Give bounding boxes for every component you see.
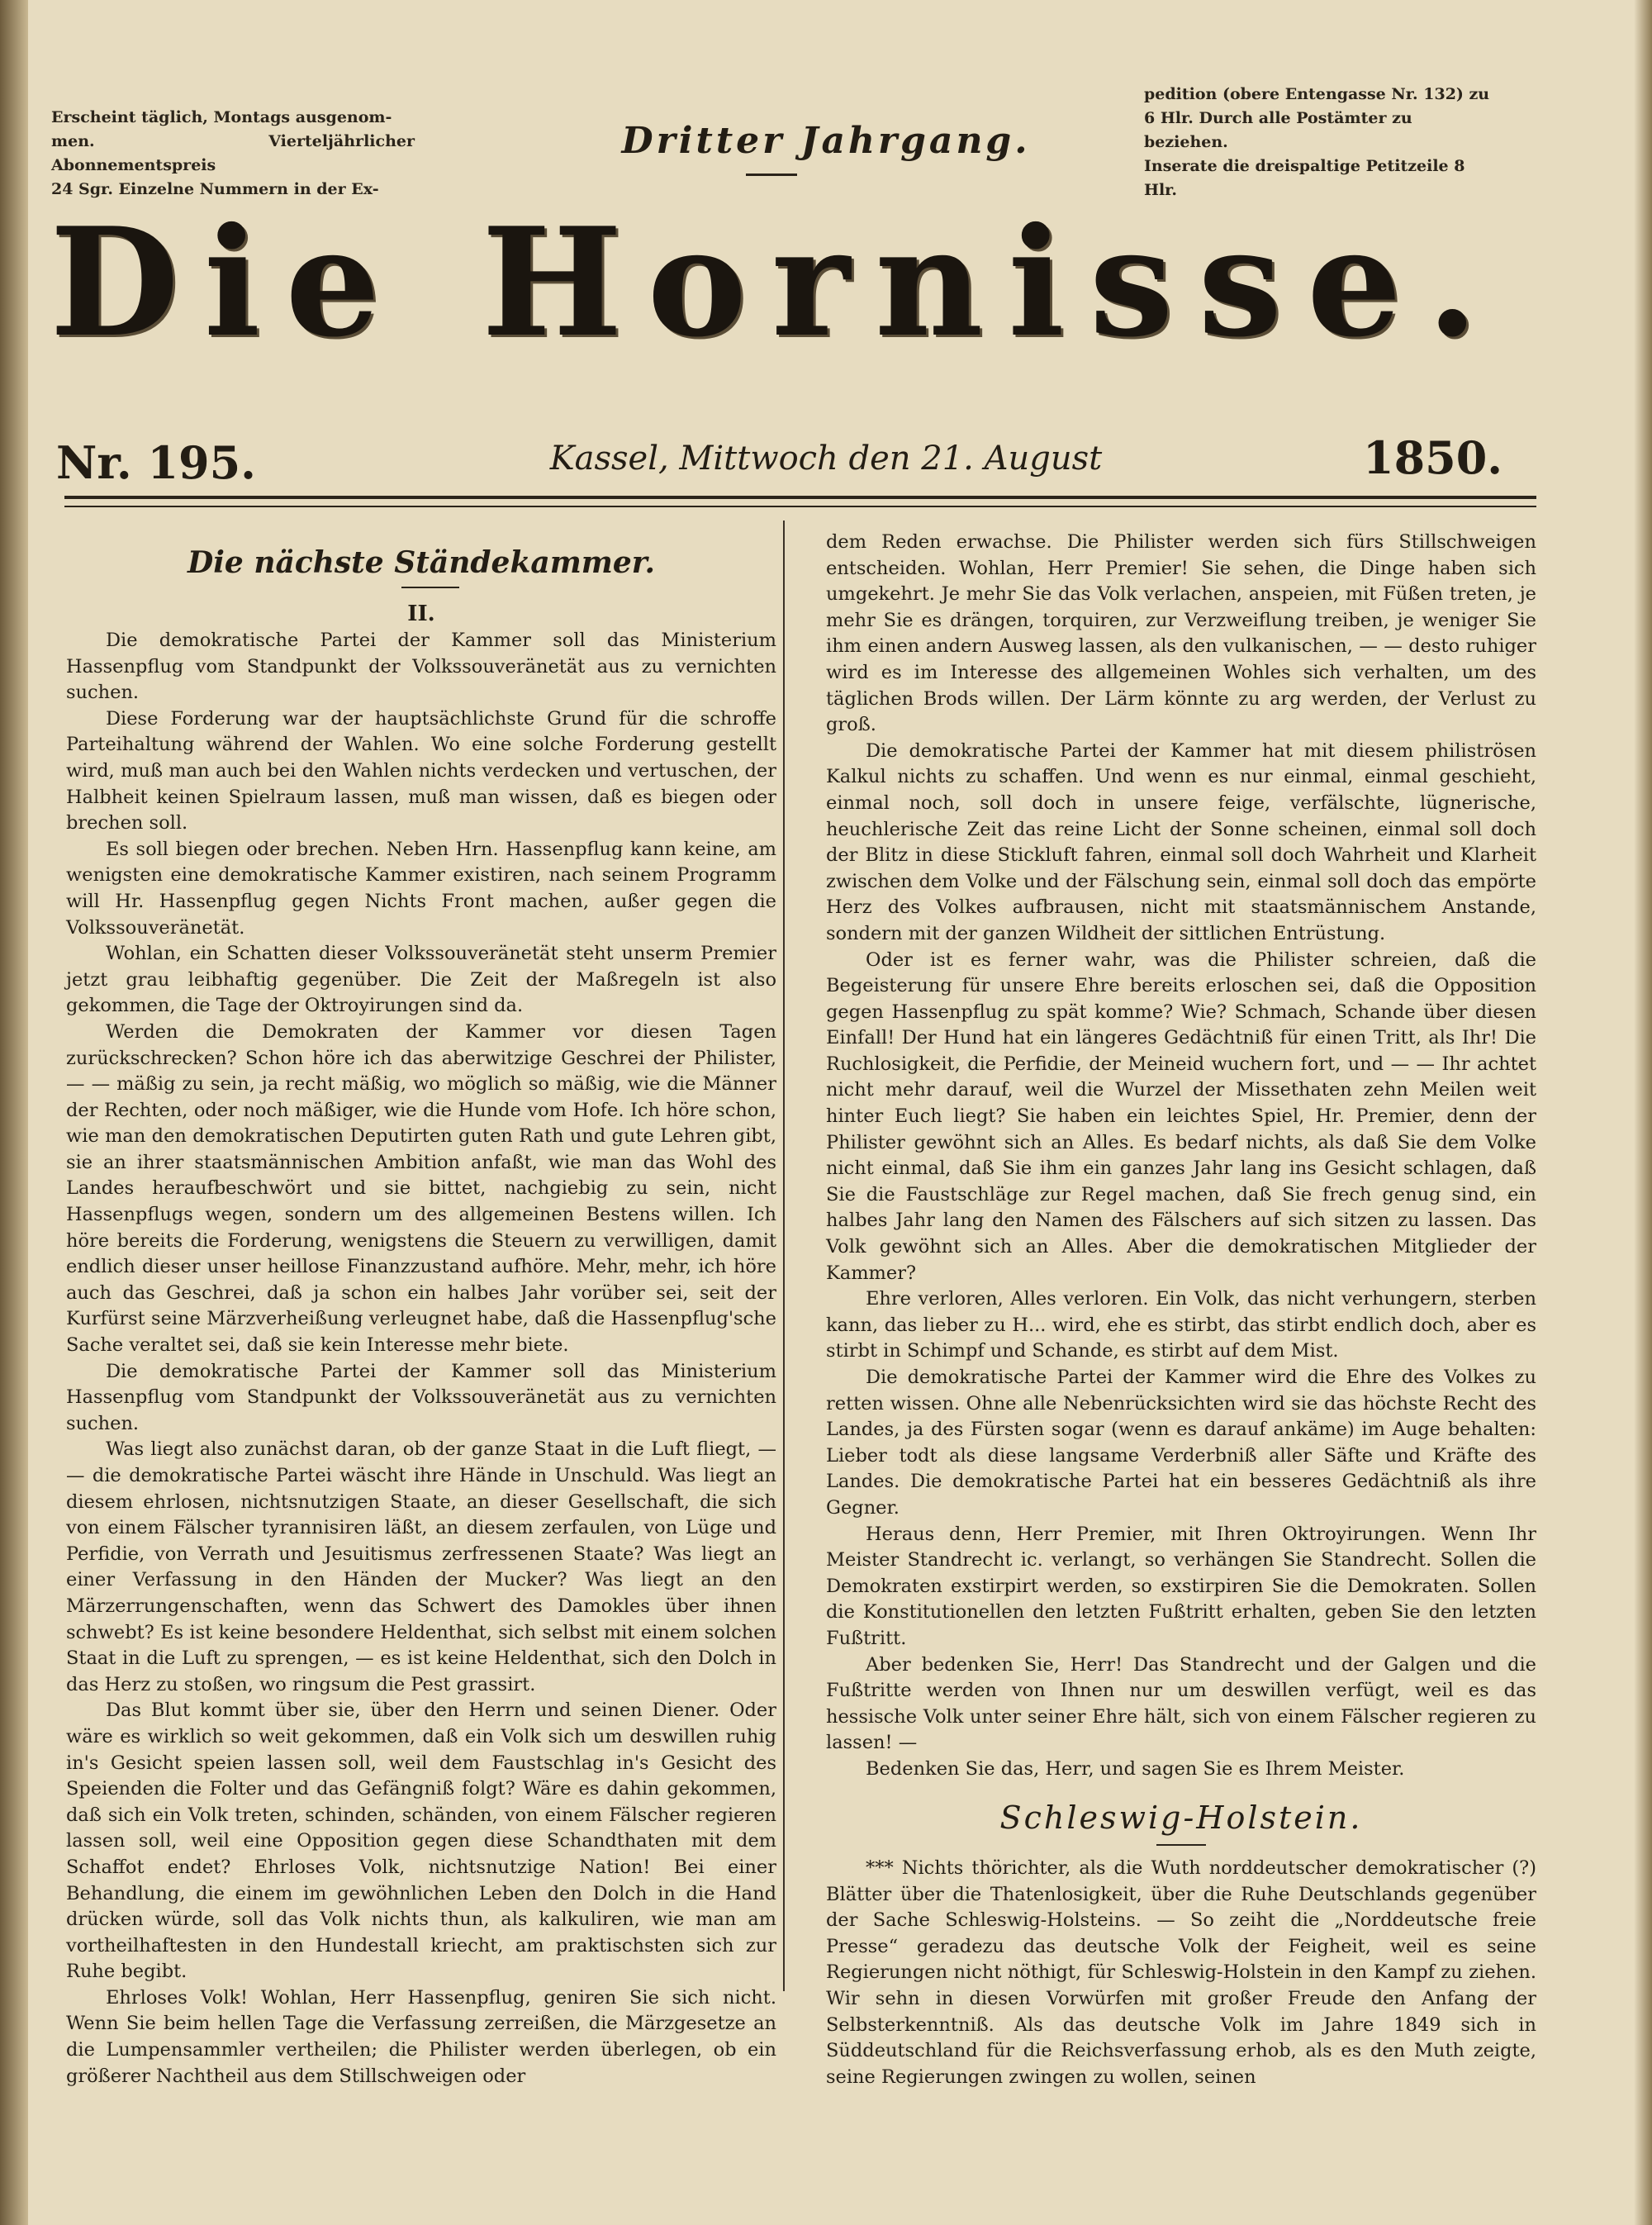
paragraph: Bedenken Sie das, Herr, und sagen Sie es Ihrem Meister. — [866, 1757, 1405, 1780]
header-rule-thin — [64, 506, 1536, 507]
column-divider — [783, 521, 785, 1991]
section-divider — [1156, 1844, 1206, 1846]
paragraph: Die demokratische Partei der Kammer soll das Ministerium Hassenpflug vom Standpunkt der Volkssouveränetät aus zu vernichten suchen. — [66, 1360, 776, 1434]
article-column-right — [826, 530, 1536, 1783]
paragraph: Ehrloses Volk! Wohlan, Herr Hassenpflug, geniren Sie sich nicht. Wenn Sie beim hellen Tage die Verfassung zerreißen, die Märzgesetze an die Lumpensammler vertheilen; die Philister werden überlegen, ob ein größerer Nachtheil aus dem Stillschweigen oder — [66, 1986, 776, 2087]
article-title: Die nächste Ständekammer. — [187, 545, 655, 580]
paragraph: Wohlan, ein Schatten dieser Volkssouveränetät steht unserm Premier jetzt grau leibhaftig gegenüber. Die Zeit der Maßregeln ist also gekommen, die Tage der Oktroyirungen sind da. — [66, 943, 776, 1017]
paragraph: Ehre verloren, Alles verloren. Ein Volk, das nicht verhungern, sterben kann, das lieber zu H... wird, ehe es stirbt, das stirbt endlich doch, aber es stirbt in Schimpf und Schande, es stirbt auf dem Mist. — [826, 1288, 1536, 1362]
year: 1850. — [1363, 431, 1503, 484]
divider — [746, 174, 797, 176]
section-column — [826, 1856, 1536, 2090]
paragraph: Das Blut kommt über sie, über den Herrn und seinen Diener. Oder wäre es wirklich so weit gekommen, daß ein Volk sich um deswillen ruhig in's Gesicht speien lassen soll, weil dem Faustschlag in's Gesicht des Speienden die Folter und das Gefängniß folgt? Wäre es dahin gekommen, daß sich ein Volk treten, schinden, schänden, von einem Fälscher regieren lassen soll, weil eine Opposition gegen diese Schandthaten mit dem Schaffot endet? Ehrloses Volk, nichtsnutzige Nation! Bei einer Behandlung, die einem im gewöhnlichen Leben den Dolch in die Hand drücken würde, soll das Volk nichts thun, als kalkuliren, wie man am vortheilhaftesten in den Hundestall kriecht, am praktischsten sich zur Ruhe begibt. — [66, 1700, 776, 1983]
issue-number: Nr. 195. — [56, 436, 256, 489]
expedition-notice: pedition (obere Entengasse Nr. 132) zu 6 Hlr. Durch alle Postämter zu beziehen. Inserate die dreispaltige Petitzeile 8 Hlr. — [1144, 85, 1490, 199]
paragraph: Die demokratische Partei der Kammer wird die Ehre des Volkes zu retten wissen. Ohne alle Nebenrücksichten wird sie das höchste Recht des Landes, ja des Fürsten sogar (wenn es darauf ankäme) im Auge behalten: Lieber todt als diese langsame Verderbniß aller Säfte und Kräfte des Landes. Die demokratische Partei hat ein besseres Gedächtniß als ihre Gegner. — [826, 1367, 1536, 1519]
paragraph: dem Reden erwachse. Die Philister werden sich fürs Stillschweigen entscheiden. Wohlan, Herr Premier! Sie sehen, die Dinge haben sich umgekehrt. Je mehr Sie das Volk verlachen, anspeien, mit Füßen treten, je mehr Sie es drängen, torquiren, zur Verzweiflung treiben, je weniger Sie ihm einen andern Ausweg lassen, als den vulkanischen, — — desto ruhiger wird es im Interesse des allgemeinen Wohles sich verhalten, um des täglichen Brods willen. Der Lärm könnte zu arg werden, der Verlust zu groß. — [826, 531, 1536, 736]
paragraph: *** Nichts thörichter, als die Wuth norddeutscher demokratischer (?) Blätter über die Thatenlosigkeit, über die Ruhe Deutschlands gegenüber der Sache Schleswig-Holsteins. — So zeiht die „Norddeutsche freie Presse“ geradezu das deutsche Volk der Feigheit, weil es seine Regierungen nicht nöthigt, für Schleswig-Holstein in den Kampf zu ziehen. Wir sehn in diesen Vorwürfen mit großer Freude den Anfang der Selbsterkenntniß. Als das deutsche Volk im Jahre 1849 sich in Süddeutschland für die Reichsverfassung erhob, als es den Muth zeigte, seine Regierungen zwingen zu wollen, seinen — [826, 1857, 1536, 2088]
paragraph: Oder ist es ferner wahr, was die Philister schreien, daß die Begeisterung für unsere Ehre bereits erloschen sei, daß die Opposition gegen Hassenpflug zu spät komme? Wie? Schmach, Schande über diesen Einfall! Der Hund hat ein längeres Gedächtniß für einen Tritt, als Ihr! Die Ruchlosigkeit, die Perfidie, der Meineid wuchern fort, und — — Ihr achtet nicht mehr darauf, weil die Wurzel der Missethaten zehn Meilen weit hinter Euch liegt? Sie haben ein leichtes Spiel, Hr. Premier, denn der Philister gewöhnt sich an Alles. Es bedarf nichts, als daß Sie dem Volke nicht einmal, daß Sie ihm ein ganzes Jahr lang ins Gesicht schlagen, daß Sie die Faustschläge zur Regel machen, daß Sie frech genug sind, ein halbes Jahr lang den Namen des Fälschers auf sich sitzen zu lassen. Das Volk gewöhnt sich an Alles. Aber die demokratischen Mitglieder der Kammer? — [826, 948, 1536, 1284]
volume-label: Dritter Jahrgang. — [621, 120, 1031, 162]
paragraph: Die demokratische Partei der Kammer hat mit diesem philiströsen Kalkul nichts zu schaffen. Und wenn es nur einmal, einmal geschieht, einmal noch, soll doch in unsere feige, verfälschte, lügnerische, heuchlerische Zeit das reine Licht der Sonne scheinen, einmal soll doch der Blitz in diese Stickluft fahren, einmal soll doch Wahrheit und Klarheit zwischen dem Volke und der Fälschung sein, einmal soll doch das empörte Herz des Volkes aufbrausen, nicht mit staatsmännischem Anstande, sondern mit der ganzen Wildheit der sittlichen Entrüstung. — [826, 739, 1536, 944]
paragraph: Es soll biegen oder brechen. Neben Hrn. Hassenpflug kann keine, am wenigsten eine demokratische Kammer existiren, nach seinem Programm will Hr. Hassenpflug gegen Nichts Front machen, außer gegen die Volkssouveränetät. — [66, 838, 776, 939]
dateline: Kassel, Mittwoch den 21. August — [549, 440, 1103, 478]
masthead-title: Die Hornisse. — [50, 195, 1503, 370]
article-part-number: II. — [407, 601, 435, 626]
paragraph: Aber bedenken Sie, Herr! Das Standrecht und der Galgen und die Fußtritte werden von Ihnen nur um deswillen verfügt, weil es das hessische Volk unter seiner Ehre hält, sich von einem Fälscher regieren zu lassen! — — [826, 1653, 1536, 1754]
paragraph: Heraus denn, Herr Premier, mit Ihren Oktroyirungen. Wenn Ihr Meister Standrecht ic. verlangt, so verhängen Sie Standrecht. Sollen die Demokraten exstirpirt werden, so exstirpiren Sie die Demokraten. Sollen die Konstitutionellen den letzten Fußtritt erhalten, geben Sie den letzten Fußtritt. — [826, 1523, 1536, 1649]
paragraph: Diese Forderung war der hauptsächlichste Grund für die schroffe Parteihaltung während der Wahlen. Wo eine solche Forderung gestellt wird, muß man auch bei den Wahlen nichts verdecken und vertuschen, der Halbheit keinen Spielraum lassen, muß man wissen, daß es biegen oder brechen soll. — [66, 707, 776, 834]
paragraph: Werden die Demokraten der Kammer vor diesen Tagen zurückschrecken? Schon höre ich das aberwitzige Geschrei der Philister, — — mäßig zu sein, ja recht mäßig, wo möglich so mäßig, wie die Männer der Rechten, oder noch mäßiger, wie die Hunde vom Hofe. Ich höre schon, wie man den demokratischen Deputirten guten Rath und gute Lehren gibt, sie an ihrer staatsmännischen Ambition anfaßt, wie man das Wohl des Landes heraufbeschwört und sie bittet, nachgiebig zu sein, nicht Hassenpflugs wegen, sondern um des allgemeinen Bestens willen. Ich höre bereits die Forderung, wenigstens die Steuern zu verwilligen, damit endlich dieser unser heillose Finanzzustand aufhöre. Mehr, mehr, ich höre auch das Geschrei, daß ja schon ein halbes Jahr vorüber sei, seit der Kurfürst seine Märzverheißung verleugnet habe, daß die Hassenpflug'sche Sache veraltet sei, daß sie kein Interesse mehr biete. — [66, 1020, 776, 1357]
article-column-left — [66, 628, 776, 2090]
paragraph: Was liegt also zunächst daran, ob der ganze Staat in die Luft fliegt, — — die demokratische Partei wäscht ihre Hände in Unschuld. Was liegt an diesem ehrlosen, nichtsnutzigen Staate, an dieser Gesellschaft, die sich von einem Fälscher tyrannisiren läßt, an diesem zerfaulen, von Lüge und Perfidie, von Verrath und Jesuitismus zerfressenen Staate? Was liegt an einer Verfassung in den Händen der Mucker? Was liegt an den Märzerrungenschaften, wenn das Schwert des Damokles über ihnen schwebt? Es ist keine besondere Heldenthat, sich selbst mit einem solchen Staat in die Luft zu sprengen, — es ist keine Heldenthat, sich den Dolch in das Herz zu stoßen, wo ringsum die Pest grassirt. — [66, 1438, 776, 1695]
section-title: Schleswig-Holstein. — [999, 1799, 1363, 1836]
subscription-notice: Erscheint täglich, Montags ausgenom- men. Vierteljährlicher Abonnementspreis 24 Sgr. Einzelne Nummern in der Ex- — [51, 108, 415, 198]
header-rule — [64, 496, 1536, 499]
paragraph: Die demokratische Partei der Kammer soll das Ministerium Hassenpflug vom Standpunkt der Volkssouveränetät aus zu vernichten suchen. — [66, 630, 776, 704]
title-divider — [401, 587, 459, 588]
